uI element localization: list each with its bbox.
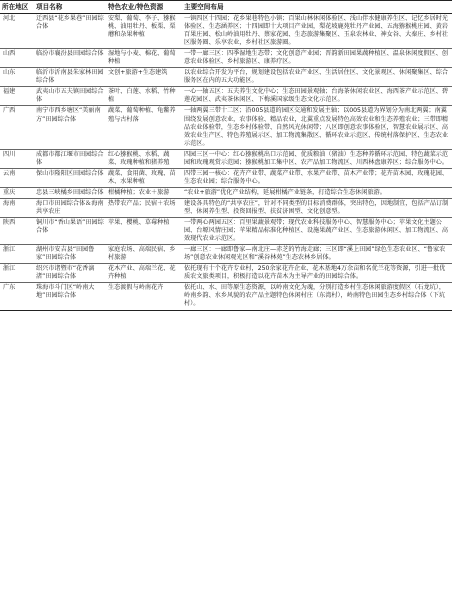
cell-project: 铜川市“香山果语”田园综合体 bbox=[34, 218, 106, 245]
cell-project: 迁西县“花乡果巷”田园综合体 bbox=[34, 14, 106, 49]
cell-region: 浙江 bbox=[0, 264, 34, 283]
cell-region: 四川 bbox=[0, 149, 34, 168]
cell-project: 海口市田园综合体＆海南共享农庄 bbox=[34, 198, 106, 217]
cell-region: 海南 bbox=[0, 198, 34, 217]
cell-region: 山东 bbox=[0, 68, 34, 87]
cell-resource: 苹果、樱桃、草莓种植 bbox=[106, 218, 182, 245]
cell-resource: 安梨、葡萄、李子、猕猴桃、油用牡丹、板栗、栗蘑和杂果种植 bbox=[106, 14, 182, 49]
cell-resource: 生态渡假与岭南花卉 bbox=[106, 283, 182, 310]
cell-resource: 文创+旅游+生态建筑 bbox=[106, 68, 182, 87]
header-project: 项目名称 bbox=[34, 1, 106, 14]
cell-layout: 依托山、水、田等原生态资源，以岭南文化为魂，分别打造乡村生态休闲旅游度假区（石龙坑），岭南乡韵、水乡风貌的农产品主题特色休闲村庄（东湾村），岭南特色田园生态乡村综合体（下坑村）。 bbox=[182, 283, 452, 310]
table-row bbox=[0, 218, 452, 245]
table-body bbox=[0, 14, 452, 311]
cell-project: 珠海市斗门区“岭南大地”田园综合体 bbox=[34, 283, 106, 310]
cell-resource: 热带农产品；民宿＋农场 bbox=[106, 198, 182, 217]
cell-layout: 一廊三区：一廊即鲁家—南北庄—赤芝的竹海走廊；三区即“溪上田园”绿色生态农业区、“鲁家农场”创意农业休闲观光区和“溪谷林苑”生态农林乡居体。 bbox=[182, 245, 452, 264]
table-row bbox=[0, 68, 452, 87]
cell-region: 河北 bbox=[0, 14, 34, 49]
table-row bbox=[0, 106, 452, 149]
cell-resource: 柑橘种植；农业＋旅游 bbox=[106, 187, 182, 198]
table-row bbox=[0, 14, 452, 49]
cell-layout: 以农业综合开发为平台，规划建设包括农业产业区、生活居住区、文化景观区、休闲聚集区、综合服务区在内的五大功能区。 bbox=[182, 68, 452, 87]
table-row bbox=[0, 168, 452, 187]
cell-layout: 四带三园一核心：花卉产业带、蔬菜产业带、水果产业带、苗木产业带；花卉苗木园、玫瑰花园、生态农业园；综合服务中心。 bbox=[182, 168, 452, 187]
cell-layout: 一心一轴五区：五夫养生文化中心；生态田园景观轴；台海茶休闲农业区、海西茶产业示范区、碧莲花园区、武夷茶休闲区、下梅溪国家级生态文化示范区。 bbox=[182, 87, 452, 106]
cell-region: 广西 bbox=[0, 106, 34, 149]
cell-layout: 依托现有十个花卉专业村，250余家花卉企业、花木基地4万余亩和名优兰花等资源，引进一批优质农文旅类项目，积极打造以花卉苗木为主导产业的田园综合体。 bbox=[182, 264, 452, 283]
table-row bbox=[0, 264, 452, 283]
cell-region: 浙江 bbox=[0, 245, 34, 264]
header-region: 所在地区 bbox=[0, 1, 34, 14]
header-row bbox=[0, 1, 452, 14]
cell-project: 忠县三峡橘乡田园综合体 bbox=[34, 187, 106, 198]
cell-region: 福建 bbox=[0, 87, 34, 106]
cell-layout: 一带两心两园五区：百里果蔬景观带；现代农业科技服务中心、智慧服务中心；苹果文化主题公园、台塬风情庄园；苹果精品标准化种植区、设施果蔬产业区、生态旅游休闲区、加工物流区、高效现代农业示范区。 bbox=[182, 218, 452, 245]
cell-project: 南宁市西乡塘区“美丽南方”田园综合体 bbox=[34, 106, 106, 149]
cell-project: 绍兴市诸暨市“花香漓渚”田园综合体 bbox=[34, 264, 106, 283]
cell-resource: 花木产业、高端兰花、花卉种植 bbox=[106, 264, 182, 283]
cell-region: 广东 bbox=[0, 283, 34, 310]
cell-project: 临沂市沂南县朱家林田园综合体 bbox=[34, 68, 106, 87]
table-row bbox=[0, 187, 452, 198]
cell-layout: 四园三区一中心：红心猕猴桃出口示范园、优质粮油（猪油）生态种养循环示范园、特色蔬菜示范园和玫瑰观赏示范园；猕猴桃加工集中区、农产品加工物流区、川西林盘康养区；综合服务中心。 bbox=[182, 149, 452, 168]
cell-layout: “农业+旅游”优化产业结构，延展柑橘产业链条，打造综合生态休闲旅游。 bbox=[182, 187, 452, 198]
table-row bbox=[0, 198, 452, 217]
cell-resource: 红心猕猴桃、水稻、蔬菜、玫瑰种植和猪养殖 bbox=[106, 149, 182, 168]
cell-layout: 一轴两翼三带十二区；沿005县道的园区交通和发展主轴；以005县道为界划分为南北两翼；南翼围绕发展创意农业，农事体验、精品农业，北翼重点发展特色高效农业和生态养殖农业；三带即精品农业体验带，生态乡村体验带、自然风光休闲带；八区即创意农事体验区，智慧农业展示区、高效农业生产区、特色养殖展示区、加工物流集散区、循环农业示范区、传统村落保护区、生态农业示范区。 bbox=[182, 106, 452, 149]
cell-layout: 一镇四区十四园；花乡果巷特色小镇；百果山林休闲体验区、浅山伴水健康养生区、记忆乡居时光体验区、生态涵养区；十四园即十大项目产业园，梨花坡鹿苑牡丹产业园、五海猕猴桃庄园、黄岩百果庄园、松山岭油用牡丹、蔡家花园、生态旅游集聚区、玉泉农林业、神女谷、大秦庄、乡村社区服务圈、乐享农业，乡村社区旅游圈。 bbox=[182, 14, 452, 49]
cell-resource: 湿地与小麦、棉花、葡萄种植 bbox=[106, 49, 182, 68]
cell-layout: 一带一廊三区：四季湿地生态带；文化创意产业园；晋韵新田园果蔬种植区、温泉休闲度假区、创意农业体验区、乡村旅游区、康养疗区。 bbox=[182, 49, 452, 68]
cell-resource: 蔬菜、食用菌、玫瑰、苗木、水果种植 bbox=[106, 168, 182, 187]
table-row bbox=[0, 283, 452, 310]
cell-project: 湖州市安吉县“田园鲁家”田园综合体 bbox=[34, 245, 106, 264]
cell-project: 临汾市襄汾县田园综合体 bbox=[34, 49, 106, 68]
cell-project: 保山市隆阳区田园综合体 bbox=[34, 168, 106, 187]
cell-region: 陕西 bbox=[0, 218, 34, 245]
cell-region: 云南 bbox=[0, 168, 34, 187]
header-layout: 主要空间布局 bbox=[182, 1, 452, 14]
cell-project: 成都市都江堰市田园综合体 bbox=[34, 149, 106, 168]
table-row bbox=[0, 245, 452, 264]
cell-region: 重庆 bbox=[0, 187, 34, 198]
table-header bbox=[0, 1, 452, 14]
table-row bbox=[0, 49, 452, 68]
cell-layout: 建设各具特色的“共享农庄”，针对不同类型的目标消费群体，突出特色，因地制宜，包括产品订制型、休闲养生型、投资回报型、扶贫济困型、文化创意型。 bbox=[182, 198, 452, 217]
table-row bbox=[0, 87, 452, 106]
cell-region: 山西 bbox=[0, 49, 34, 68]
cell-resource: 家庭农场、高端民宿、乡村旅游 bbox=[106, 245, 182, 264]
table-row bbox=[0, 149, 452, 168]
cell-resource: 蔬菜、葡萄种植、龟鳖养殖与古村落 bbox=[106, 106, 182, 149]
cell-project: 武夷山市五夫镇田园综合体 bbox=[34, 87, 106, 106]
header-resource: 特色农业/特色资源 bbox=[106, 1, 182, 14]
cell-resource: 茶叶、白莲、水稻、竹种植 bbox=[106, 87, 182, 106]
